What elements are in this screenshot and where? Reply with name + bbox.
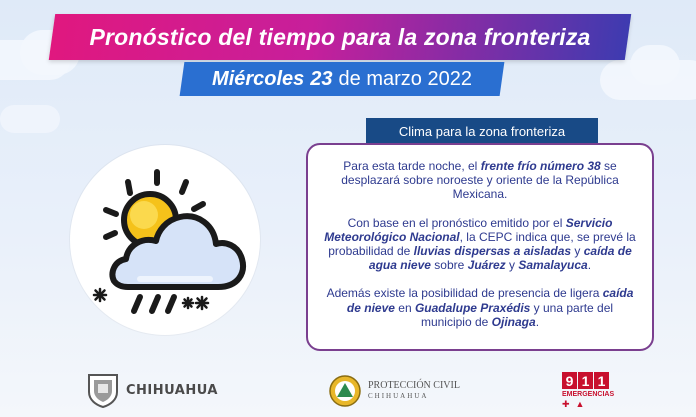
text-span: y [571, 244, 584, 259]
emergency-label: EMERGENCIAS [562, 391, 615, 398]
text-span: , la CEPC indica que, se prevé la probabilidad de [328, 229, 636, 259]
date-day: 23 [310, 67, 333, 90]
emphasis-span: Ojinaga [491, 314, 536, 329]
forecast-paragraph-1 [322, 159, 638, 202]
emergency-digit: 1 [578, 372, 593, 389]
text-span: Para esta tarde noche, el [343, 159, 481, 173]
emphasis-span: Guadalupe Praxédis [414, 300, 531, 315]
chihuahua-shield-icon [86, 372, 120, 408]
forecast-card [306, 143, 654, 351]
date-weekday: Miércoles [212, 67, 305, 90]
shield-icon: ▲ [575, 399, 585, 409]
emphasis-span: Servicio Meteorológico Nacional [324, 215, 613, 244]
page-title: Pronóstico del tiempo para la zona fronteriza [89, 23, 591, 50]
chihuahua-label: CHIHUAHUA [126, 382, 218, 398]
emphasis-span: lluvias dispersas a aisladas [413, 244, 572, 259]
emergency-digit: 1 [594, 372, 609, 389]
cross-icon: ✚ [562, 399, 570, 409]
text-span: y una parte del municipio de [420, 300, 614, 329]
proteccion-civil-logo [328, 374, 460, 408]
sun-cloud-rain-snow-icon [70, 145, 260, 335]
forecast-paragraph-3 [322, 286, 638, 329]
emphasis-span: caída de nieve [346, 286, 634, 315]
pc-sub-label: CHIHUAHUA [368, 392, 429, 400]
emergency-911-logo [562, 372, 615, 412]
date-rest: de marzo 2022 [338, 67, 472, 90]
proteccion-civil-icon [328, 374, 362, 408]
emphasis-span: Juárez [467, 258, 506, 273]
date-line [182, 62, 502, 96]
proteccion-civil-text [368, 380, 460, 402]
text-span: Con base en el pronóstico emitido por el [347, 215, 566, 230]
text-span: y [505, 258, 519, 273]
emphasis-span: Samalayuca [518, 258, 588, 273]
background-cloud [0, 105, 60, 133]
text-span: . [535, 314, 540, 329]
forecast-paragraph-2 [322, 216, 638, 273]
text-span: en [394, 300, 415, 315]
emergency-icons [562, 399, 612, 410]
text-span: se desplazará sobre noroeste y oriente de la República Mexicana. [341, 159, 619, 202]
text-span: Además existe la posibilidad de presencia de ligera [326, 286, 603, 301]
section-tab-clima: Clima para la zona fronteriza [366, 118, 598, 144]
chihuahua-logo [86, 372, 218, 408]
emphasis-span: caída de agua nieve [368, 244, 632, 273]
emphasis-span: frente frío número 38 [480, 159, 601, 173]
weather-icon-circle [70, 145, 260, 335]
background-cloud [630, 45, 680, 85]
pc-main-label: PROTECCIÓN CIVIL [368, 380, 460, 391]
text-span: sobre [430, 258, 468, 273]
emergency-digit: 9 [562, 372, 577, 389]
text-span: . [587, 258, 592, 273]
